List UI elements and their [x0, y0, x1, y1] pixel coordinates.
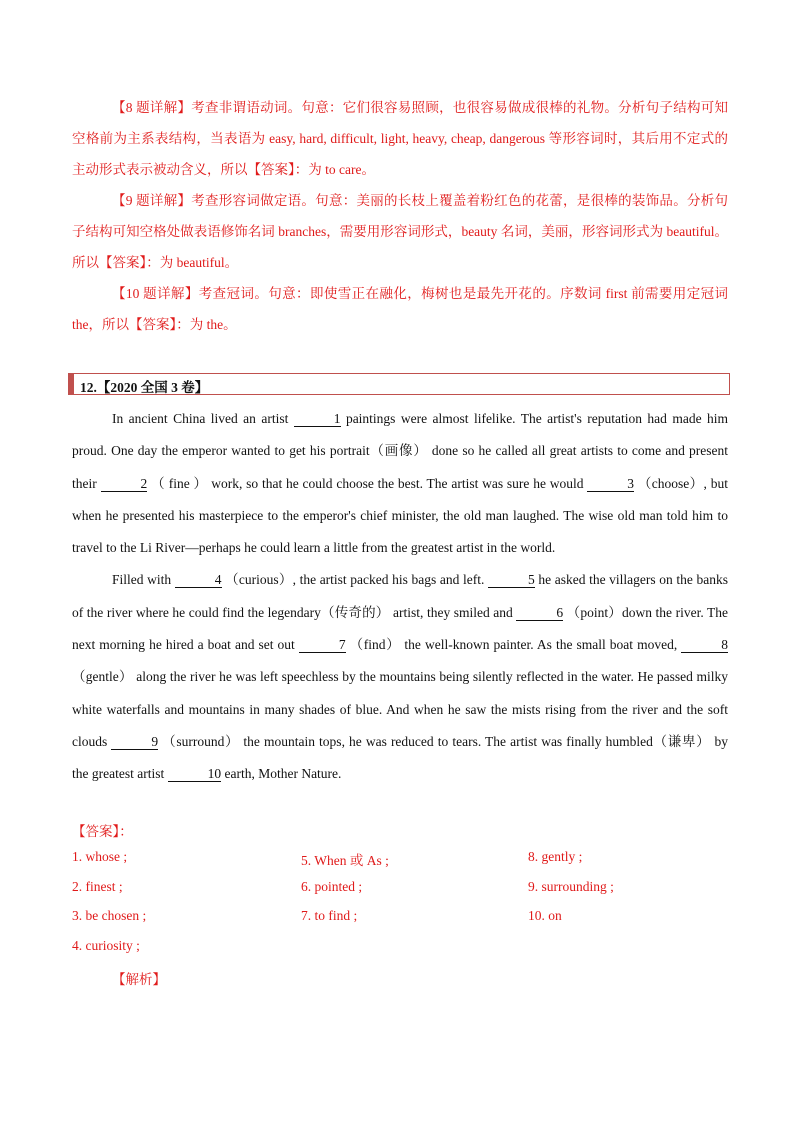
blank-10: 10 — [168, 766, 222, 782]
passage-text: In ancient China lived an artist — [112, 411, 294, 426]
answers-list — [72, 849, 732, 967]
blank-9: 9 — [111, 734, 158, 750]
answer-7: 7. to find ; — [301, 908, 358, 923]
blank-6: 6 — [516, 605, 563, 621]
answer-row — [72, 879, 732, 909]
blank-7: 7 — [299, 637, 346, 653]
answer-8: 8. gently ; — [528, 849, 583, 864]
explanation-9 — [72, 185, 728, 278]
blank-4: 4 — [175, 572, 222, 588]
explanation-9-text: 【9 题详解】考查形容词做定语。句意：美丽的长枝上覆盖着粉红色的花蕾，是很棒的装饰品。分析句子结构可知空格处做表语修饰名词 branches，需要用形容词形式，beauty 名词，美丽，形容词形式为 beautiful。所以【答案】：为 beautiful。 — [72, 193, 728, 270]
explanation-8 — [72, 92, 728, 185]
explanation-10 — [72, 278, 728, 340]
answers-label: 【答案】： — [72, 824, 133, 839]
passage-text: （point）down the river. The next morning he hired a boat and set out — [72, 604, 728, 653]
explanation-8-text: 【8 题详解】考查非谓语动词。句意：它们很容易照顾，也很容易做成很棒的礼物。分析句子结构可知空格前为主系表结构，当表语为 easy, hard, difficult, light, heavy, cheap, dangerous 等形容词时，其后用不定式的主动形式表示被动含义，所以【答案】：为 to care。 — [72, 100, 728, 177]
section-title: 12.【2020 全国 3 卷】 — [80, 380, 209, 395]
analysis-label: 【解析】 — [112, 972, 166, 987]
passage-text: Filled with — [112, 572, 175, 588]
answer-5: 5. When 或 As ; — [301, 853, 389, 868]
passage-text: （find） the well-known painter. As the small boat moved, — [345, 637, 682, 653]
answer-3: 3. be chosen ; — [72, 908, 147, 923]
answer-row — [72, 908, 732, 938]
passage-text: earth, Mother Nature. — [221, 766, 342, 782]
passage-text: （ fine ） work, so that he could choose the best. The artist was sure he would — [147, 475, 588, 491]
question-section-header — [68, 373, 730, 395]
answer-2: 2. finest ; — [72, 878, 123, 894]
blank-8: 8 — [681, 637, 728, 653]
answer-4: 4. curiosity ; — [72, 937, 140, 953]
blank-1: 1 — [294, 411, 341, 427]
blank-5: 5 — [488, 572, 535, 588]
passage-text: （surround） the mountain tops, he was reduced to tears. The artist was finally humbled（谦卑） by the greatest artist — [72, 733, 728, 782]
answer-1: 1. whose ; — [72, 849, 128, 864]
passage-text: paintings were almost lifelike. The artist's reputation had made him proud. One day the emperor wanted to get his portrait（画像） done so he called all great artists to come and present their — [72, 411, 728, 491]
passage-text: he asked the villagers on the banks of the river where he could find the legendary（传奇的） artist, they smiled and — [72, 572, 729, 620]
answer-row — [72, 849, 732, 879]
explanation-10-text: 【10 题详解】考查冠词。句意：即使雪正在融化，梅树也是最先开花的。序数词 first 前需要用定冠词 the，所以【答案】：为 the。 — [72, 286, 728, 332]
answer-6: 6. pointed ; — [301, 878, 363, 894]
answer-row — [72, 938, 732, 968]
answer-9: 9. surrounding ; — [528, 878, 614, 894]
passage-paragraph-1 — [72, 403, 728, 564]
passage-text: （gentle） along the river he was left speechless by the mountains being silently reflected in the water. He passed milky white waterfalls and mountains in many shades of blue. And when he saw the mists rising from the river and the soft clouds — [72, 669, 728, 749]
cloze-passage — [72, 403, 728, 791]
passage-text: （choose）, but when he presented his masterpiece to the emperor's chief minister, the old man laughed. The wise old man told him to travel to the Li River—perhaps he could learn a little from the greatest artist in the world. — [72, 475, 728, 556]
passage-paragraph-2 — [72, 564, 728, 790]
passage-text: （curious）, the artist packed his bags and left. — [221, 572, 488, 588]
blank-3: 3 — [587, 476, 634, 492]
blank-2: 2 — [101, 476, 148, 492]
answer-10: 10. on — [528, 908, 562, 923]
